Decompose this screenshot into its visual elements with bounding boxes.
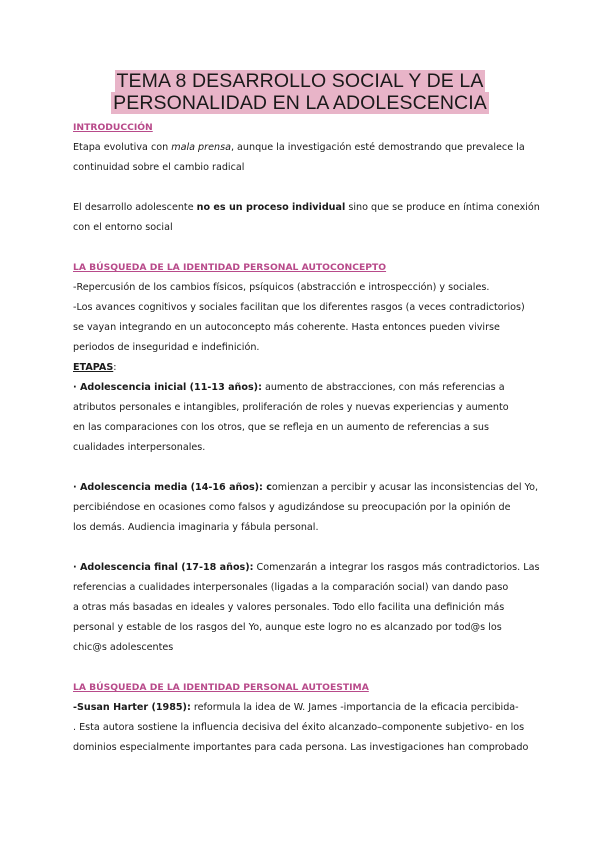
spacer	[73, 238, 533, 258]
bold-text: · Adolescencia final (17-18 años):	[73, 562, 254, 573]
paragraph-line	[73, 198, 540, 218]
text-run: aumento de abstracciones, con más referencias a	[261, 382, 505, 393]
paragraph-line	[73, 558, 540, 578]
text-run: Etapa evolutiva con	[73, 142, 172, 153]
paragraph-line: se vayan integrando en un autoconcepto más coherente. Hasta entonces pueden vivirse	[73, 322, 500, 333]
paragraph-line: percibiéndose en ocasiones como falsos y agudizándose su preocupación por la opinión de	[73, 502, 511, 513]
paragraph-line: personal y estable de los rasgos del Yo, aunque este logro no es alcanzado por tod@s los	[73, 622, 502, 633]
paragraph-line	[73, 378, 533, 398]
text-run: El desarrollo adolescente	[73, 202, 197, 213]
bold-text: no es un proceso individual	[196, 202, 346, 213]
spacer	[73, 458, 533, 478]
text-run: omienzan a percibir y acusar las inconsistencias del Yo,	[271, 482, 539, 493]
paragraph-line: -Repercusión de los cambios físicos, psíquicos (abstracción e introspección) y sociales.	[73, 282, 490, 293]
text-run: :	[113, 362, 117, 373]
paragraph-line: con el entorno social	[73, 222, 173, 233]
paragraph-line: continuidad sobre el cambio radical	[73, 162, 245, 173]
spacer	[73, 538, 533, 558]
paragraph-line: en las comparaciones con los otros, que se refleja en un aumento de referencias a sus	[73, 422, 489, 433]
paragraph-line: los demás. Audiencia imaginaria y fábula personal.	[73, 522, 319, 533]
italic-text: mala prensa	[171, 142, 231, 153]
section-heading-autoconcepto: LA BÚSQUEDA DE LA IDENTIDAD PERSONAL AUTOCONCEPTO	[73, 262, 387, 273]
paragraph-line: cualidades interpersonales.	[73, 442, 206, 453]
paragraph-line: referencias a cualidades interpersonales (ligadas a la comparación social) van dando paso	[73, 582, 509, 593]
title-line-2: PERSONALIDAD EN LA ADOLESCENCIA	[113, 92, 487, 114]
paragraph-line	[73, 138, 533, 158]
paragraph-line: a otras más basadas en ideales y valores personales. Todo ello facilita una definición más	[73, 602, 505, 613]
spacer	[73, 658, 533, 678]
paragraph-line: dominios especialmente importantes para cada persona. Las investigaciones han comprobado	[73, 742, 529, 753]
paragraph-line: atributos personales e intangibles, proliferación de roles y nuevas experiencias y aumento	[73, 402, 509, 413]
spacer	[73, 178, 533, 198]
text-run: Comenzarán a integrar los rasgos más contradictorios. Las	[253, 562, 540, 573]
etapas-label: ETAPAS	[73, 362, 114, 373]
paragraph-line: -Los avances cognitivos y sociales facilitan que los diferentes rasgos (a veces contradictorios)	[73, 302, 525, 313]
section-heading-autoestima: LA BÚSQUEDA DE LA IDENTIDAD PERSONAL AUTOESTIMA	[73, 682, 369, 693]
document-body	[73, 118, 540, 758]
etapas-label-line	[73, 358, 533, 378]
page-title	[0, 70, 600, 114]
paragraph-line	[73, 478, 539, 498]
text-run: sino que se produce en íntima conexión	[345, 202, 540, 213]
bold-text: -Susan Harter (1985):	[73, 702, 191, 713]
title-line-1: TEMA 8 DESARROLLO SOCIAL Y DE LA	[116, 70, 484, 92]
paragraph-line: . Esta autora sostiene la influencia decisiva del éxito alcanzado–componente subjetivo- en los	[73, 722, 525, 733]
paragraph-line	[73, 698, 533, 718]
section-heading-introduccion: INTRODUCCIÓN	[73, 122, 153, 133]
text-run: , aunque la investigación esté demostrando que prevalece la	[230, 142, 525, 153]
paragraph-line: periodos de inseguridad e indefinición.	[73, 342, 260, 353]
bold-text: · Adolescencia inicial (11-13 años):	[73, 382, 262, 393]
text-run: reformula la idea de W. James -importancia de la eficacia percibida-	[190, 702, 519, 713]
bold-text: · Adolescencia media (14-16 años): c	[73, 482, 272, 493]
paragraph-line: chic@s adolescentes	[73, 642, 174, 653]
